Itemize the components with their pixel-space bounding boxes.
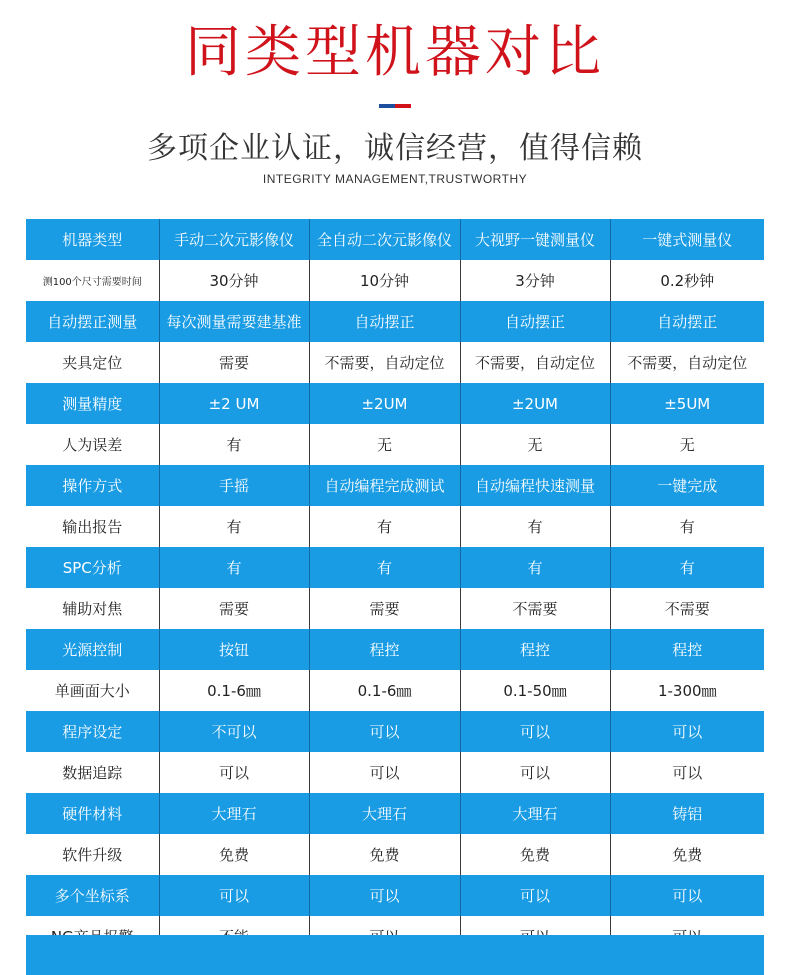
table-row-program-setting: [26, 711, 764, 752]
table-cell: 每次测量需要建基准: [159, 301, 309, 342]
table-row-fixture-positioning: [26, 342, 764, 383]
table-row-human-error: [26, 424, 764, 465]
row-label: 自动摆正测量: [26, 301, 159, 342]
row-label: 夹具定位: [26, 342, 159, 383]
table-cell: 0.1-6㎜: [309, 670, 460, 711]
table-cell: ±2UM: [309, 383, 460, 424]
table-cell: 1-300㎜: [610, 670, 764, 711]
table-cell: 铸铝: [610, 793, 764, 834]
table-cell: 有: [309, 547, 460, 588]
table-cell: 大理石: [460, 793, 610, 834]
table-row-spc-analysis: [26, 547, 764, 588]
table-row-accuracy: [26, 383, 764, 424]
table-cell: 无: [460, 424, 610, 465]
subtitle-english: INTEGRITY MANAGEMENT,TRUSTWORTHY: [262, 172, 528, 186]
table-cell: 有: [610, 547, 764, 588]
row-label: SPC分析: [26, 547, 159, 588]
table-cell: 需要: [159, 588, 309, 629]
table-cell: 自动编程快速测量: [460, 465, 610, 506]
accent-blue: [379, 104, 395, 108]
table-row-operation-mode: [26, 465, 764, 506]
page-title: 同类型机器对比: [185, 20, 605, 85]
table-cell: 可以: [460, 711, 610, 752]
table-cell: ±2 UM: [159, 383, 309, 424]
table-cell: 免费: [309, 834, 460, 875]
table-cell: 需要: [309, 588, 460, 629]
table-cell: 有: [309, 506, 460, 547]
table-cell: 自动摆正: [309, 301, 460, 342]
table-cell: 可以: [309, 711, 460, 752]
table-cell: 可以: [159, 875, 309, 916]
table-cell: ±2UM: [460, 383, 610, 424]
row-label: 辅助对焦: [26, 588, 159, 629]
table-cell: 有: [159, 506, 309, 547]
table-cell: 可以: [309, 875, 460, 916]
table-cell: 不需要: [610, 588, 764, 629]
table-row-assisted-focus: [26, 588, 764, 629]
table-row-output-report: [26, 506, 764, 547]
table-cell: 不需要: [460, 588, 610, 629]
table-row-time-100-dimensions: [26, 260, 764, 301]
table-cell: 大理石: [309, 793, 460, 834]
table-cell: 有: [159, 424, 309, 465]
table-cell: 可以: [610, 752, 764, 793]
table-cell: 0.1-6㎜: [159, 670, 309, 711]
table-cell: 手动二次元影像仪: [159, 219, 309, 260]
table-cell: 有: [460, 547, 610, 588]
row-label: 单画面大小: [26, 670, 159, 711]
table-cell: 3分钟: [460, 260, 610, 301]
table-cell: 不可以: [159, 711, 309, 752]
table-row-auto-align: [26, 301, 764, 342]
row-label: 输出报告: [26, 506, 159, 547]
table-cell: 30分钟: [159, 260, 309, 301]
table-row-multi-coordinate: [26, 875, 764, 916]
table-cell: 程控: [460, 629, 610, 670]
table-cell: 手摇: [159, 465, 309, 506]
table-cell: 0.2秒钟: [610, 260, 764, 301]
table-cell: 可以: [309, 752, 460, 793]
table-row-light-control: [26, 629, 764, 670]
table-row-hardware-material: [26, 793, 764, 834]
row-label: 操作方式: [26, 465, 159, 506]
row-label: 软件升级: [26, 834, 159, 875]
table-cell: 大理石: [159, 793, 309, 834]
table-cell: 免费: [159, 834, 309, 875]
table-cell: 有: [159, 547, 309, 588]
table-cell: 0.1-50㎜: [460, 670, 610, 711]
table-cell: 可以: [460, 875, 610, 916]
table-cell: 可以: [460, 752, 610, 793]
row-label: 数据追踪: [26, 752, 159, 793]
table-row-machine-type: [26, 219, 764, 260]
table-cell: 程控: [610, 629, 764, 670]
row-label: 硬件材料: [26, 793, 159, 834]
table-cell: 自动摆正: [610, 301, 764, 342]
table-cell: 自动摆正: [460, 301, 610, 342]
table-cell: 不需要，自动定位: [610, 342, 764, 383]
table-cell: 不需要，自动定位: [460, 342, 610, 383]
table-row-data-tracking: [26, 752, 764, 793]
row-label: 机器类型: [26, 219, 159, 260]
table-cell: ±5UM: [610, 383, 764, 424]
footer-bar: [26, 935, 764, 975]
table-cell: 有: [610, 506, 764, 547]
table-cell: 可以: [610, 875, 764, 916]
row-label: 光源控制: [26, 629, 159, 670]
table-cell: 按钮: [159, 629, 309, 670]
accent-red: [395, 104, 411, 108]
table-cell: 程控: [309, 629, 460, 670]
row-label: 人为误差: [26, 424, 159, 465]
table-cell: 大视野一键测量仪: [460, 219, 610, 260]
table-cell: 可以: [159, 752, 309, 793]
row-label: 测量精度: [26, 383, 159, 424]
row-label: 程序设定: [26, 711, 159, 752]
table-cell: 无: [309, 424, 460, 465]
table-cell: 全自动二次元影像仪: [309, 219, 460, 260]
table-cell: 一键式测量仪: [610, 219, 764, 260]
title-accent-bar: [379, 104, 411, 108]
table-cell: 一键完成: [610, 465, 764, 506]
table-cell: 无: [610, 424, 764, 465]
table-cell: 需要: [159, 342, 309, 383]
table-cell: 免费: [610, 834, 764, 875]
table-cell: 自动编程完成测试: [309, 465, 460, 506]
row-label: 多个坐标系: [26, 875, 159, 916]
table-row-field-of-view: [26, 670, 764, 711]
table-cell: 有: [460, 506, 610, 547]
table-row-software-upgrade: [26, 834, 764, 875]
table-cell: 10分钟: [309, 260, 460, 301]
row-label: 测100个尺寸需要时间: [26, 260, 159, 301]
table-cell: 不需要，自动定位: [309, 342, 460, 383]
table-cell: 可以: [610, 711, 764, 752]
subtitle: 多项企业认证，诚信经营，值得信赖: [147, 131, 643, 166]
table-cell: 免费: [460, 834, 610, 875]
comparison-table: [26, 219, 764, 957]
